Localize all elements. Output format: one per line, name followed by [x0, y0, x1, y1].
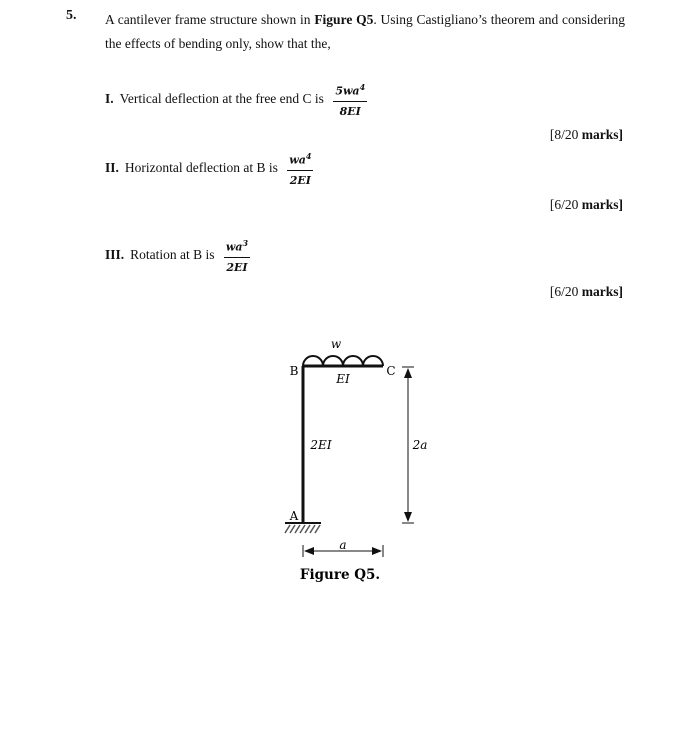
part-i-text: Vertical deflection at the free end C is — [119, 90, 324, 106]
part-i-marks-word: marks] — [581, 127, 623, 142]
part-i-numerator: 5wa — [335, 84, 360, 98]
question-text-after: . Using Castigliano’s theorem and considering the effects of bending only, show that the, — [105, 12, 626, 51]
part-iii-exponent: 3 — [242, 238, 249, 248]
width-label: a — [339, 538, 347, 552]
part-ii-denominator: 2EI — [289, 173, 311, 187]
part-iii-denominator: 2EI — [226, 260, 248, 274]
part-ii-numerator: wa — [289, 153, 306, 167]
node-a-label: A — [289, 509, 299, 523]
part-i-exponent: 4 — [359, 82, 366, 92]
height-label: 2a — [412, 438, 428, 452]
part-i-denominator: 8EI — [339, 104, 361, 118]
fixed-support — [285, 523, 321, 533]
load-label: w — [330, 337, 342, 351]
node-c-label: C — [386, 364, 396, 378]
part-ii-marks-word: marks] — [581, 197, 623, 212]
part-i-marks-score: [8/20 — [549, 127, 579, 142]
part-iii-marks-score: [6/20 — [549, 284, 579, 299]
part-i-roman: I. — [105, 90, 114, 106]
part-ii-marks-score: [6/20 — [549, 197, 579, 212]
part-iii-marks-word: marks] — [581, 284, 623, 299]
figure-reference: Figure Q5 — [314, 12, 374, 27]
part-iii-numerator: wa — [225, 240, 243, 254]
question-number: 5. — [66, 8, 77, 23]
node-b-label: B — [289, 364, 299, 378]
part-ii-roman: II. — [105, 159, 119, 175]
part-ii-text: Horizontal deflection at B is — [124, 159, 278, 175]
column-label: 2EI — [310, 438, 332, 452]
question-text-before: A cantilever frame structure shown in — [105, 12, 311, 27]
part-iii-text: Rotation at B is — [130, 246, 215, 262]
beam-label: EI — [336, 372, 350, 386]
part-ii-exponent: 4 — [305, 151, 312, 161]
part-iii-roman: III. — [105, 246, 125, 262]
figure-caption: Figure Q5. — [299, 567, 381, 583]
